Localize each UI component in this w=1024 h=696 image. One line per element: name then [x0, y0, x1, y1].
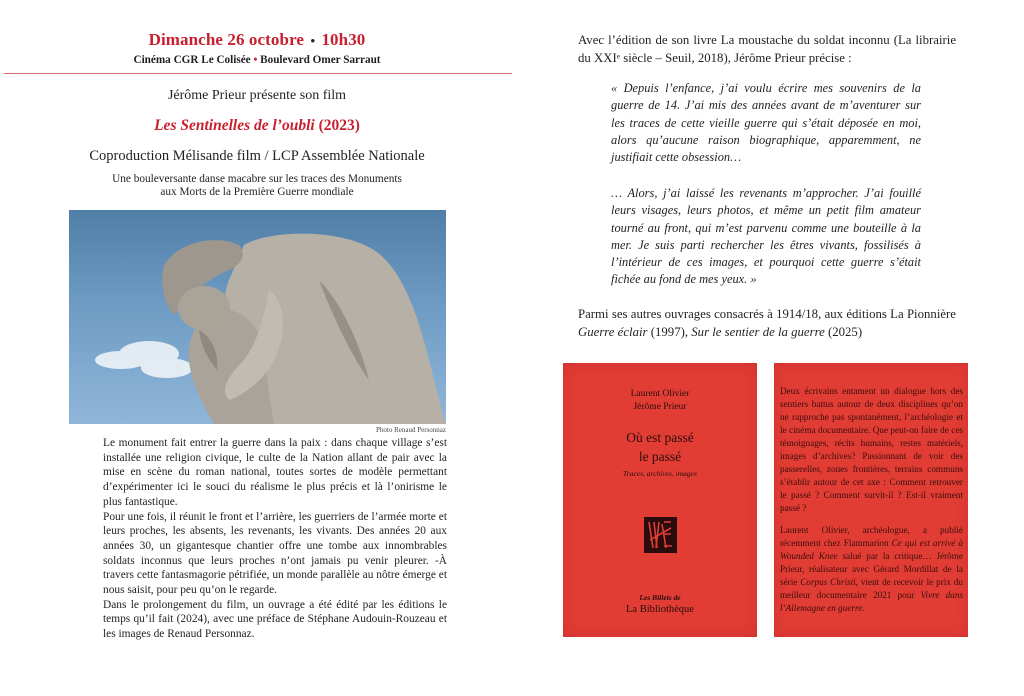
- documentary-title: Vivre dans l’Allemagne en guerre.: [780, 590, 963, 613]
- cover-author-1: Laurent Olivier: [630, 389, 690, 399]
- bullet-separator: •: [310, 33, 316, 48]
- other-work-year-2: (2025): [824, 324, 863, 339]
- tagline-line-2: aux Morts de la Première Guerre mondiale: [160, 186, 354, 198]
- photo-credit: Photo Renaud Personnaz: [376, 426, 446, 434]
- film-title-line: [0, 117, 514, 135]
- back-text-segment: Laurent Olivier, archéologue, a publié récemment chez Flammarion: [780, 525, 963, 548]
- back-text-segment: , vient de recevoir le prix du meilleur documentaire 2021 pour: [780, 577, 963, 600]
- back-cover-text: [780, 385, 963, 615]
- other-work-title-1: Guerre éclair: [578, 324, 648, 339]
- book-title-wounded-knee: Ce qui est arrivé à Wounded Knee: [780, 538, 963, 561]
- film-title: Les Sentinelles de l’oubli: [154, 117, 315, 134]
- back-paragraph-2: [780, 524, 963, 615]
- tagline-line-1: Une bouleversante danse macabre sur les traces des Monuments: [112, 173, 402, 185]
- other-work-year-1: (1997),: [647, 324, 692, 339]
- other-works-prefix: Parmi ses autres ouvrages consacrés à 1914/18, aux éditions La Pionnière: [578, 307, 956, 321]
- event-location: [0, 54, 514, 66]
- cover-publisher: La Bibliothèque: [626, 604, 694, 615]
- film-description: [103, 436, 447, 642]
- other-works: [578, 306, 956, 341]
- bullet-separator: •: [253, 54, 258, 66]
- description-paragraph: Dans le prolongement du film, un ouvrage a été édité par les éditions le temps qu’il fait (2024), avec une préface de Stéphane Audouin-Rouzeau et les images de Renaud Personnaz.: [103, 598, 447, 641]
- cover-author-2: Jérôme Prieur: [633, 401, 687, 412]
- presenter-line: Jérôme Prieur présente son film: [167, 88, 347, 103]
- cover-title-line-2: le passé: [638, 448, 682, 464]
- film-year: (2023): [318, 117, 360, 134]
- event-date: Dimanche 26 octobre: [148, 30, 305, 49]
- author-quote-1: « Depuis l’enfance, j’ai voulu écrire mes souvenirs de la guerre de 14. J’ai mis des années avant de m’aventurer sur les traces de cette vieille guerre qui s’était déposée en moi, alors qu’aucune raison biographique, apparemment, ne justifiait cette obsession…: [611, 81, 921, 165]
- author-quote-2: … Alors, j’ai laissé les revenants m’approcher. J’ai fouillé leurs visages, leurs photos, et même un petit film amateur tourné au front, qui m’est parvenu comme une bouteille à la mer. Je suis parti rechercher les êtres vivants, fossilisés à l’intérieur de ces images, et pourquoi cette guerre s’était fichée au fond de mes yeux. »: [611, 186, 921, 287]
- book-front-cover: [563, 363, 757, 637]
- film-tagline: [0, 173, 514, 199]
- header-divider: [4, 73, 512, 74]
- description-paragraph: Le monument fait entrer la guerre dans la paix : dans chaque village s’est installée une religion civique, le culte de la Nation allant de pair avec la mise en scène du roman national, toutes sortes de modèle permettant d’expérimenter ici le souci du réalisme le plus précis et là l’onirisme le plus fantastique.: [103, 437, 447, 508]
- event-time: 10h30: [321, 30, 366, 49]
- other-work-title-2: Sur le sentier de la guerre: [691, 324, 825, 339]
- cover-title: [563, 429, 757, 466]
- cover-series: Les Billets de: [639, 593, 681, 602]
- back-text-segment: salué par la critique… Jérôme Prieur, réalisateur avec Gérard Mordillat de la série: [780, 551, 963, 587]
- event-date-time: [0, 30, 514, 50]
- coproduction-line: Coproduction Mélisande film / LCP Assemblée Nationale: [89, 148, 425, 164]
- series-title-corpus-christi: Corpus Christi: [800, 577, 856, 587]
- cloud-shape: [95, 341, 193, 378]
- cover-title-line-1: Où est passé: [626, 430, 694, 445]
- cover-authors: [563, 388, 757, 413]
- statue-illustration: [69, 210, 446, 424]
- book-intro: Avec l’édition de son livre La moustache du soldat inconnu (La librairie du XXIᵉ siècle – Seuil, 2018), Jérôme Prieur précise :: [578, 33, 956, 65]
- back-paragraph-1: Deux écrivains entament un dialogue hors des sentiers battus autour de deux disciplines qu’on ne rapproche pas spontanément, l’archéologie et le cinéma documentaire. Que peut-on faire de ces témoignages, récits humains, restes matériels, images d’archives? Passionnant de voir des passerelles, zones frontières, terrains communs s’établir autour de cet axe : Comment retrouver le passé ? Comment survit-il ? Est-il vraiment passé ?: [780, 386, 963, 513]
- event-address: Boulevard Omer Sarraut: [260, 54, 381, 66]
- statue-figures: [162, 234, 446, 424]
- memorial-statue-photo: [69, 210, 446, 424]
- publisher-seal-icon: [643, 516, 678, 554]
- event-venue: Cinéma CGR Le Colisée: [133, 54, 251, 66]
- cover-subtitle: Traces, archives, images: [623, 469, 697, 478]
- description-paragraph: Pour une fois, il réunit le front et l’arrière, les guerriers de l’armée morte et leurs proches, les absents, les revenants, les vivants. Des années 20 aux années 30, un gigantesque chantier offre une tombe aux innombrables soldats inconnus que leurs proches n’ont jamais pu venir pleurer. -À travers cette fantasmagorie pétrifiée, un monde parallèle au nôtre émerge et nous saisit, pour peu qu’on le regarde.: [103, 510, 447, 597]
- book-back-cover: [774, 363, 968, 637]
